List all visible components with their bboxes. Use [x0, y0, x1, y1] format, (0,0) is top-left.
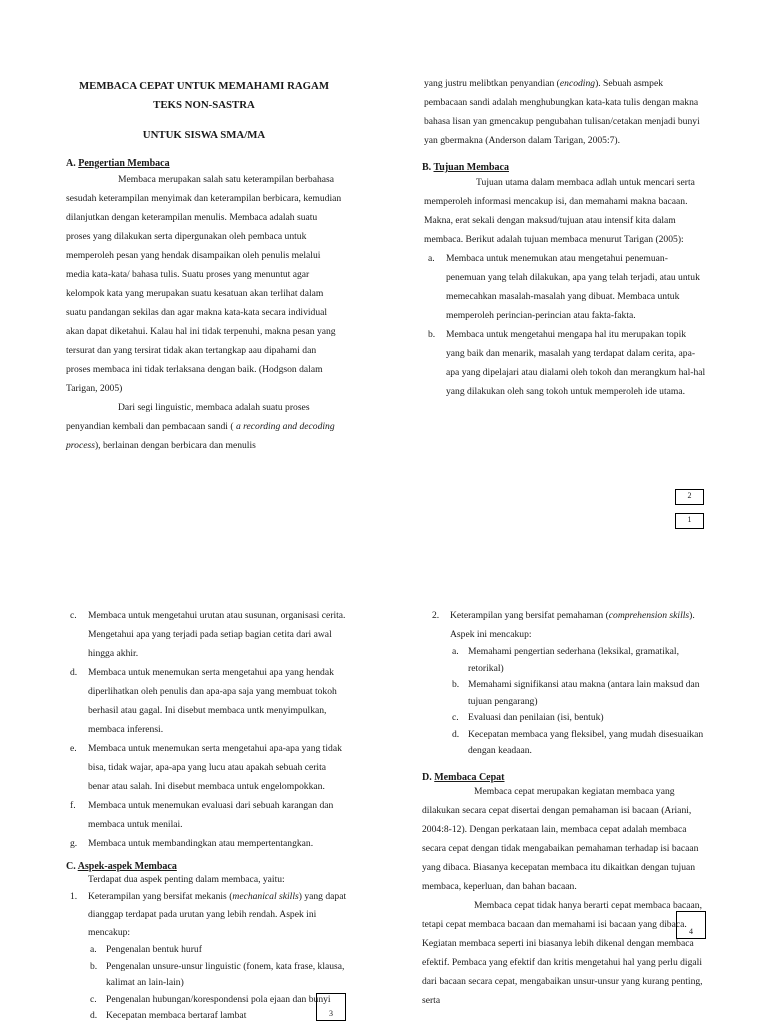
list-item — [66, 1008, 348, 1025]
list-item-text: Pengenalan bentuk huruf — [106, 944, 202, 955]
aspect-1-text: Keterampilan yang bersifat mekanis ( — [88, 891, 233, 902]
list-item-text: Memahami signifikansi atau makna (antara lain maksud dan tujuan pengarang) — [468, 679, 700, 707]
bottom-left-column — [66, 606, 348, 1025]
page-number-box: 3 — [316, 993, 346, 1021]
section-b-title: Tujuan Membaca — [433, 162, 509, 173]
list-item — [428, 710, 708, 727]
list-item — [66, 992, 348, 1009]
aspect-1-text-end: ) yang dapat dianggap terdapat pada urutan yang lebih rendah. Aspek ini mencakup: — [88, 891, 347, 938]
list-item — [66, 606, 348, 663]
page-number-box: 1 — [675, 513, 704, 529]
list-item-text: Membaca untuk menemukan atau mengetahui penemuan-penemuan yang telah dilakukan, apa yang telah terjadi, atau untuk memecahkan masalah-masalah yang dibuat. Membaca untuk memperoleh perincian-perincian atau fakta-fakta. — [446, 253, 700, 321]
list-item — [428, 727, 708, 760]
doc-title-line1: MEMBACA CEPAT UNTUK MEMAHAMI RAGAM — [78, 80, 330, 92]
list-item-label: d. — [452, 728, 460, 740]
section-a-para2-cont-text-end: ). Sebuah asmpek pembacaan sandi adalah menghubungkan kata-kata tulis dengan makna bahasa lisan yan gmencakup pengubahan tulisan/cetakan menjadi bunyi yan gbermakna (Anderson dalam Tarigan, 2005:7). — [424, 78, 700, 146]
section-a-paragraph-2-continued — [424, 74, 706, 150]
section-b-intro: Tujuan utama dalam membaca adlah untuk mencari serta memperoleh informasi mencakup isi, dan memahami makna bacaan. Makna, erat sekali dengan maksud/tujuan atau intensif kita dalam membaca. Berikut adalah tujuan membaca menurut Tarigan (2005): — [424, 177, 695, 245]
list-item — [66, 739, 348, 796]
section-c-intro: Terdapat dua aspek penting dalam membaca, yaitu: — [88, 874, 285, 885]
list-item — [66, 888, 348, 942]
section-d-letter: D. — [422, 771, 432, 783]
section-d-paragraph-1: Membaca cepat merupakan kegiatan membaca yang dilakukan secara cepat disertai dengan pemahaman isi bacaan (Ariani, 2004:8-12). Dengan perkataan lain, membaca cepat adalah membaca secara cepat dengan tidak mengabaikan pemahaman terhadap isi bacaan yang dibaca. Biasanya kecepatan membaca itu dikaitkan dengan tujuan membaca, keperluan, dan bahan bacaan. — [422, 785, 699, 892]
doc-title-line2: TEKS NON-SASTRA — [153, 99, 255, 111]
section-c-letter: C. — [66, 861, 76, 872]
list-item-label: c. — [90, 993, 97, 1005]
list-item-label: d. — [90, 1010, 98, 1021]
page-number-box: 2 — [675, 489, 704, 505]
list-item-text: Membaca untuk mengetahui mengapa hal itu merupakan topik yang baik dan menarik, masalah yang terdapat dalam cerita, apa-apa yang dipelajari atau dialami oleh tokoh dan merangkum hal-hal yang dilakukan oleh sang tokoh untuk memperoleh ide utama. — [446, 329, 706, 397]
list-item-label: a. — [90, 944, 97, 955]
list-item-text — [450, 610, 695, 640]
list-item-text: Kecepatan membaca bertaraf lambat — [106, 1010, 247, 1021]
list-item-label: g. — [70, 838, 78, 849]
aspect-2-text-end: ). Aspek ini mencakup: — [450, 610, 695, 640]
section-d-title: Membaca Cepat — [434, 771, 505, 783]
section-a-letter: A. — [66, 158, 76, 169]
list-item-label: c. — [70, 610, 77, 621]
section-b-letter: B. — [422, 162, 432, 173]
section-a-para2-italic: a recording and decoding process — [66, 421, 335, 451]
list-item-text: Evaluasi dan penilaian (isi, bentuk) — [468, 712, 604, 723]
list-item-text: Membaca untuk menemukan evaluasi dari sebuah karangan dan membaca untuk menilai. — [88, 800, 334, 830]
list-item-text: Kecepatan membaca yang fleksibel, yang mudah disesuaikan dengan keadaan. — [468, 728, 704, 756]
section-a-title: Pengertian Membaca — [78, 158, 170, 169]
doc-subtitle: UNTUK SISWA SMA/MA — [142, 129, 266, 141]
list-item-text — [88, 891, 346, 938]
list-item-text: Membaca untuk menemukan serta mengetahui apa yang hendak diperlihatkan oleh penulis dan apa-apa saja yang membuat tokoh berhasil atau gagal. Ini disebut membaca untk menyimpulkan, membaca inferensi. — [88, 667, 337, 735]
section-d-paragraph-2: Membaca cepat tidak hanya berarti cepat membaca bacaan, tetapi cepat membaca bacaan dan memahami isi bacaan yang dibaca. Kegiatan membaca seperti ini biasanya lebih dikenal dengan membaca efektif. Pembaca yang efektif dan kritis mengetahui hal yang perlu digali dari bacaan secara cepat, mengabaikan unsur-unsur yang kurang penting, serta — [422, 899, 703, 1006]
aspect-2-text: Keterampilan yang bersifat pemahaman ( — [450, 610, 609, 621]
top-left-column — [66, 77, 342, 455]
list-item — [424, 325, 706, 401]
list-item-label: 1. — [70, 891, 78, 902]
list-item-label: a. — [452, 646, 459, 657]
section-a-para2-cont-text: yang justru melibtkan penyandian ( — [424, 78, 560, 89]
section-a-para2-cont-italic: encoding — [559, 78, 596, 89]
section-a-para2-text-end: ), berlainan dengan berbicara dan menulis — [94, 440, 256, 451]
aspect-2-italic: comprehension skills — [608, 610, 690, 621]
list-item — [428, 644, 708, 677]
list-item-label: 2. — [432, 610, 440, 621]
list-item-label: e. — [70, 743, 77, 754]
list-item — [66, 959, 348, 992]
list-item — [428, 677, 708, 710]
list-item-label: b. — [428, 329, 436, 340]
list-item-text: Membaca untuk membandingkan atau mempertentangkan. — [88, 838, 314, 849]
section-c-title: Aspek-aspek Membaca — [77, 861, 177, 872]
list-item-label: c. — [452, 712, 459, 723]
list-item-text: Membaca untuk mengetahui urutan atau susunan, organisasi cerita. Mengetahui apa yang terjadi pada setiap bagian cetita dari awal hingga akhir. — [88, 610, 346, 659]
list-item — [424, 249, 706, 325]
list-item-label: b. — [452, 679, 460, 690]
aspect-1-italic: mechanical skills — [232, 891, 299, 902]
section-a-paragraph-2 — [66, 398, 342, 455]
list-item-text: Pengenalan hubungan/korespondensi pola ejaan dan bunyi — [106, 993, 331, 1005]
list-item-text: Memahami pengertian sederhana (leksikal, gramatikal, retorikal) — [468, 646, 679, 674]
list-item — [428, 606, 708, 644]
list-item — [66, 796, 348, 834]
list-item — [66, 942, 348, 959]
list-item-label: f. — [70, 800, 76, 811]
list-item-label: a. — [428, 253, 435, 264]
section-a-para2-text: Dari segi linguistic, membaca adalah suatu proses penyandian kembali dan pembacaan sandi ( — [66, 402, 310, 432]
list-item-label: d. — [70, 667, 78, 678]
list-item-text: Pengenalan unsure-unsur linguistic (fonem, kata frase, klausa, kalimat an lain-lain) — [106, 960, 345, 988]
list-item-label: b. — [90, 960, 98, 972]
list-item — [66, 834, 348, 853]
top-right-column — [424, 74, 706, 401]
page-number-box: 4 — [676, 911, 706, 939]
bottom-right-column — [422, 606, 708, 1010]
section-a-paragraph-1: Membaca merupakan salah satu keterampilan berbahasa sesudah keterampilan menyimak dan keterampilan berbicara, kemudian dilanjutkan dengan keterampilan menulis. Membaca adalah suatu proses yang dilakukan serta dipergunakan oleh pembaca untuk memperoleh pesan yang hendak disampaikan oleh penulis melalui media kata-kata/ bahasa tulis. Suatu proses yang menuntut agar kelompok kata yang merupakan suatu kesatuan akan terlihat dalam suatu pandangan sekilas dan agar makna kata-kata secara individual akan dapat diketahui. Kalau hal ini tidak terpenuhi, makna pesan yang tersurat dan yang tersirat tidak akan tertangkap aau dipahami dan proses membaca ini tidak terlaksana dengan baik. (Hodgson dalam Tarigan, 2005) — [66, 174, 342, 394]
list-item-text: Membaca untuk menemukan serta mengetahui apa-apa yang tidak bisa, tidak wajar, apa-apa yang lucu atau apakah sebuah cerita benar atau salah. Ini disebut membaca untuk engelompokkan. — [88, 743, 342, 792]
list-item — [66, 663, 348, 739]
